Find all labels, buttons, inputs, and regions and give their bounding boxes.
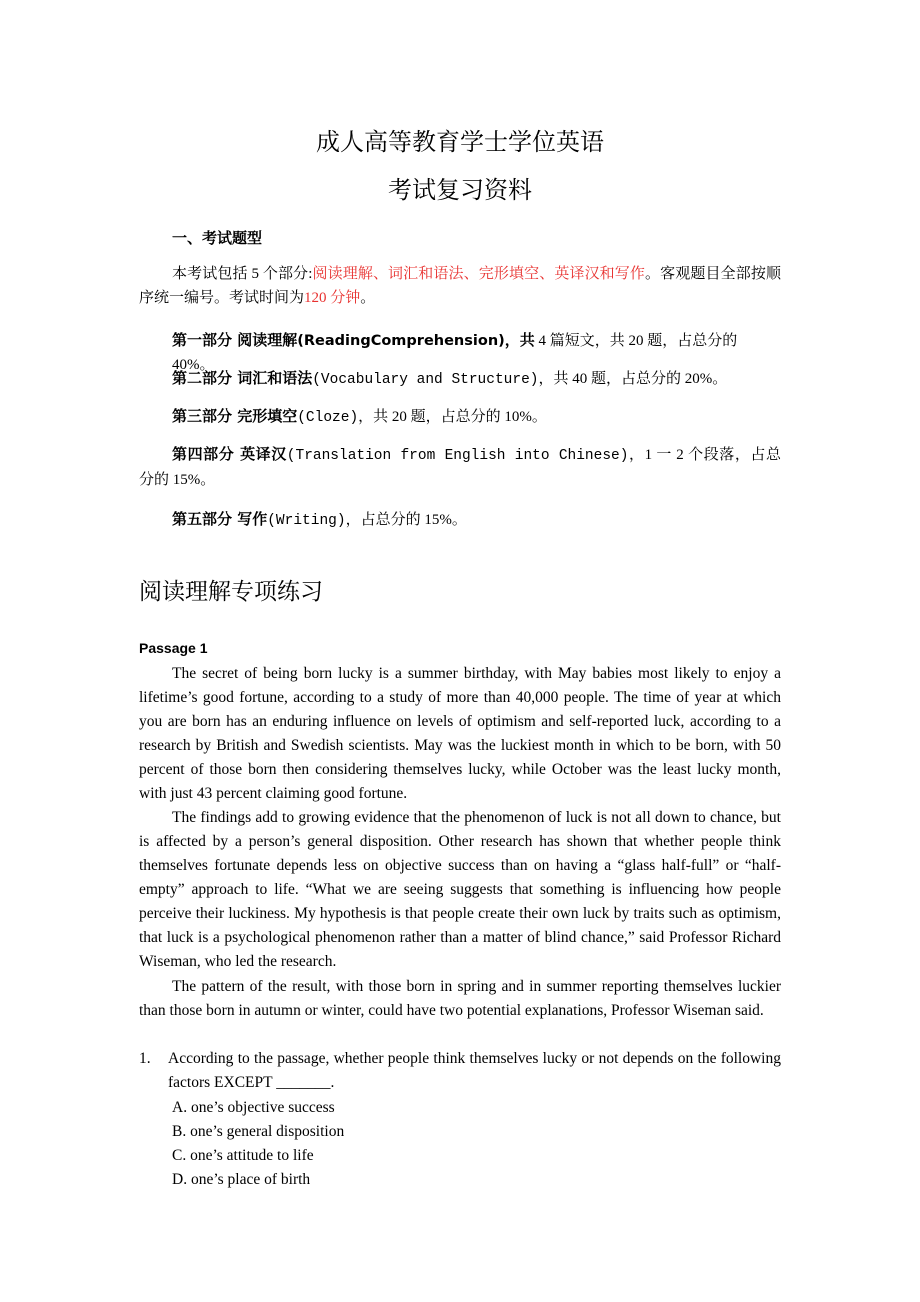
part-separator: ， <box>628 447 645 463</box>
intro-count: 5 <box>247 266 263 282</box>
part-label: 第五部分 写作 <box>172 510 268 528</box>
passage-label: Passage 1 <box>139 640 208 656</box>
exam-part-2 <box>172 366 782 392</box>
part-detail: 占总分的 15%。 <box>360 512 467 528</box>
part-label: 第三部分 完形填空 <box>172 407 298 425</box>
part-label: 第二部分 词汇和语法 <box>172 369 313 387</box>
part-english-name: (Writing) <box>267 513 346 529</box>
intro-prefix: 本考试包括 <box>172 266 248 282</box>
exam-part-4 <box>139 442 781 492</box>
passage-paragraph-1: The secret of being born lucky is a summer birthday, with May babies most likely to enjoy a lifetime’s good fortune, according to a study of more than 40,000 people. The time of year at which you are born has an enduring influence on levels of optimism and self-reported luck, according to a research by British and Swedish scientists. May was the luckiest month in which to be born, with 50 percent of those born then considering themselves lucky, while October was the least lucky month, with just 43 percent claiming good fortune. <box>139 665 781 802</box>
part-detail: 1 一 2 个段落，占总分的 15%。 <box>139 447 781 488</box>
option-c: C. one’s attitude to life <box>172 1147 314 1164</box>
part-separator: ，共 <box>504 331 535 349</box>
part-english-name: (Translation from English into Chinese) <box>286 448 629 464</box>
intro-colon: : <box>308 266 313 282</box>
question-number: 1. <box>139 1050 151 1067</box>
part-separator: ， <box>358 409 374 425</box>
section-heading-reading: 阅读理解专项练习 <box>139 579 323 605</box>
question-text: According to the passage, whether people think themselves lucky or not depends on the following factors EXCEPT _______. <box>168 1050 781 1091</box>
passage-paragraph-2: The findings add to growing evidence that the phenomenon of luck is not all down to chance, but is affected by a person’s general disposition. Other research has shown that whether people think themselves fortunate depends less on objective success than on having a “glass half-full” or “half-empty” approach to life. “What we are seeing suggests that something is influencing how people perceive their luckiness. My hypothesis is that people create their own luck by traits such as optimism, that luck is a psychological phenomenon rather than a matter of blind chance,” said Professor Richard Wiseman, who led the research. <box>139 809 781 970</box>
document-subtitle: 考试复习资料 <box>388 176 532 204</box>
document-title: 成人高等教育学士学位英语 <box>316 128 604 156</box>
exam-part-5 <box>172 507 782 533</box>
option-a: A. one’s objective success <box>172 1099 335 1116</box>
part-detail: 4 篇短文，共 20 题，占总分的 40%。 <box>172 333 738 373</box>
intro-parts-label: 个部分 <box>262 266 309 282</box>
part-english-name: (Cloze) <box>297 410 359 426</box>
part-separator: ， <box>538 371 554 387</box>
question-1 <box>139 1047 781 1095</box>
intro-red-parts: 阅读理解、词汇和语法、完形填空、英译汉和写作 <box>312 266 646 282</box>
option-b: B. one’s general disposition <box>172 1123 345 1140</box>
option-d: D. one’s place of birth <box>172 1171 311 1188</box>
part-detail: 共 20 题，占总分的 10%。 <box>373 409 547 425</box>
exam-intro-paragraph <box>139 262 781 310</box>
exam-part-3 <box>172 404 782 430</box>
part-english-name: (ReadingComprehension) <box>297 333 505 349</box>
intro-end: 。 <box>360 290 376 306</box>
part-label: 第一部分 阅读理解 <box>172 331 298 349</box>
section-heading-exam-format: 一、考试题型 <box>172 229 263 247</box>
part-detail: 共 40 题，占总分的 20%。 <box>553 371 728 387</box>
part-english-name: (Vocabulary and Structure) <box>312 372 539 388</box>
part-separator: ， <box>345 512 361 528</box>
passage-paragraph-3: The pattern of the result, with those born in spring and in summer reporting themselves luckier than those born in autumn or winter, could have two potential explanations, Professor Wiseman said. <box>139 978 781 1019</box>
intro-middle: 。客观题目全部按顺序统一编号。考试时间为 <box>139 266 781 306</box>
part-label: 第四部分 英译汉 <box>172 445 287 463</box>
intro-time: 120 分钟 <box>304 290 361 306</box>
